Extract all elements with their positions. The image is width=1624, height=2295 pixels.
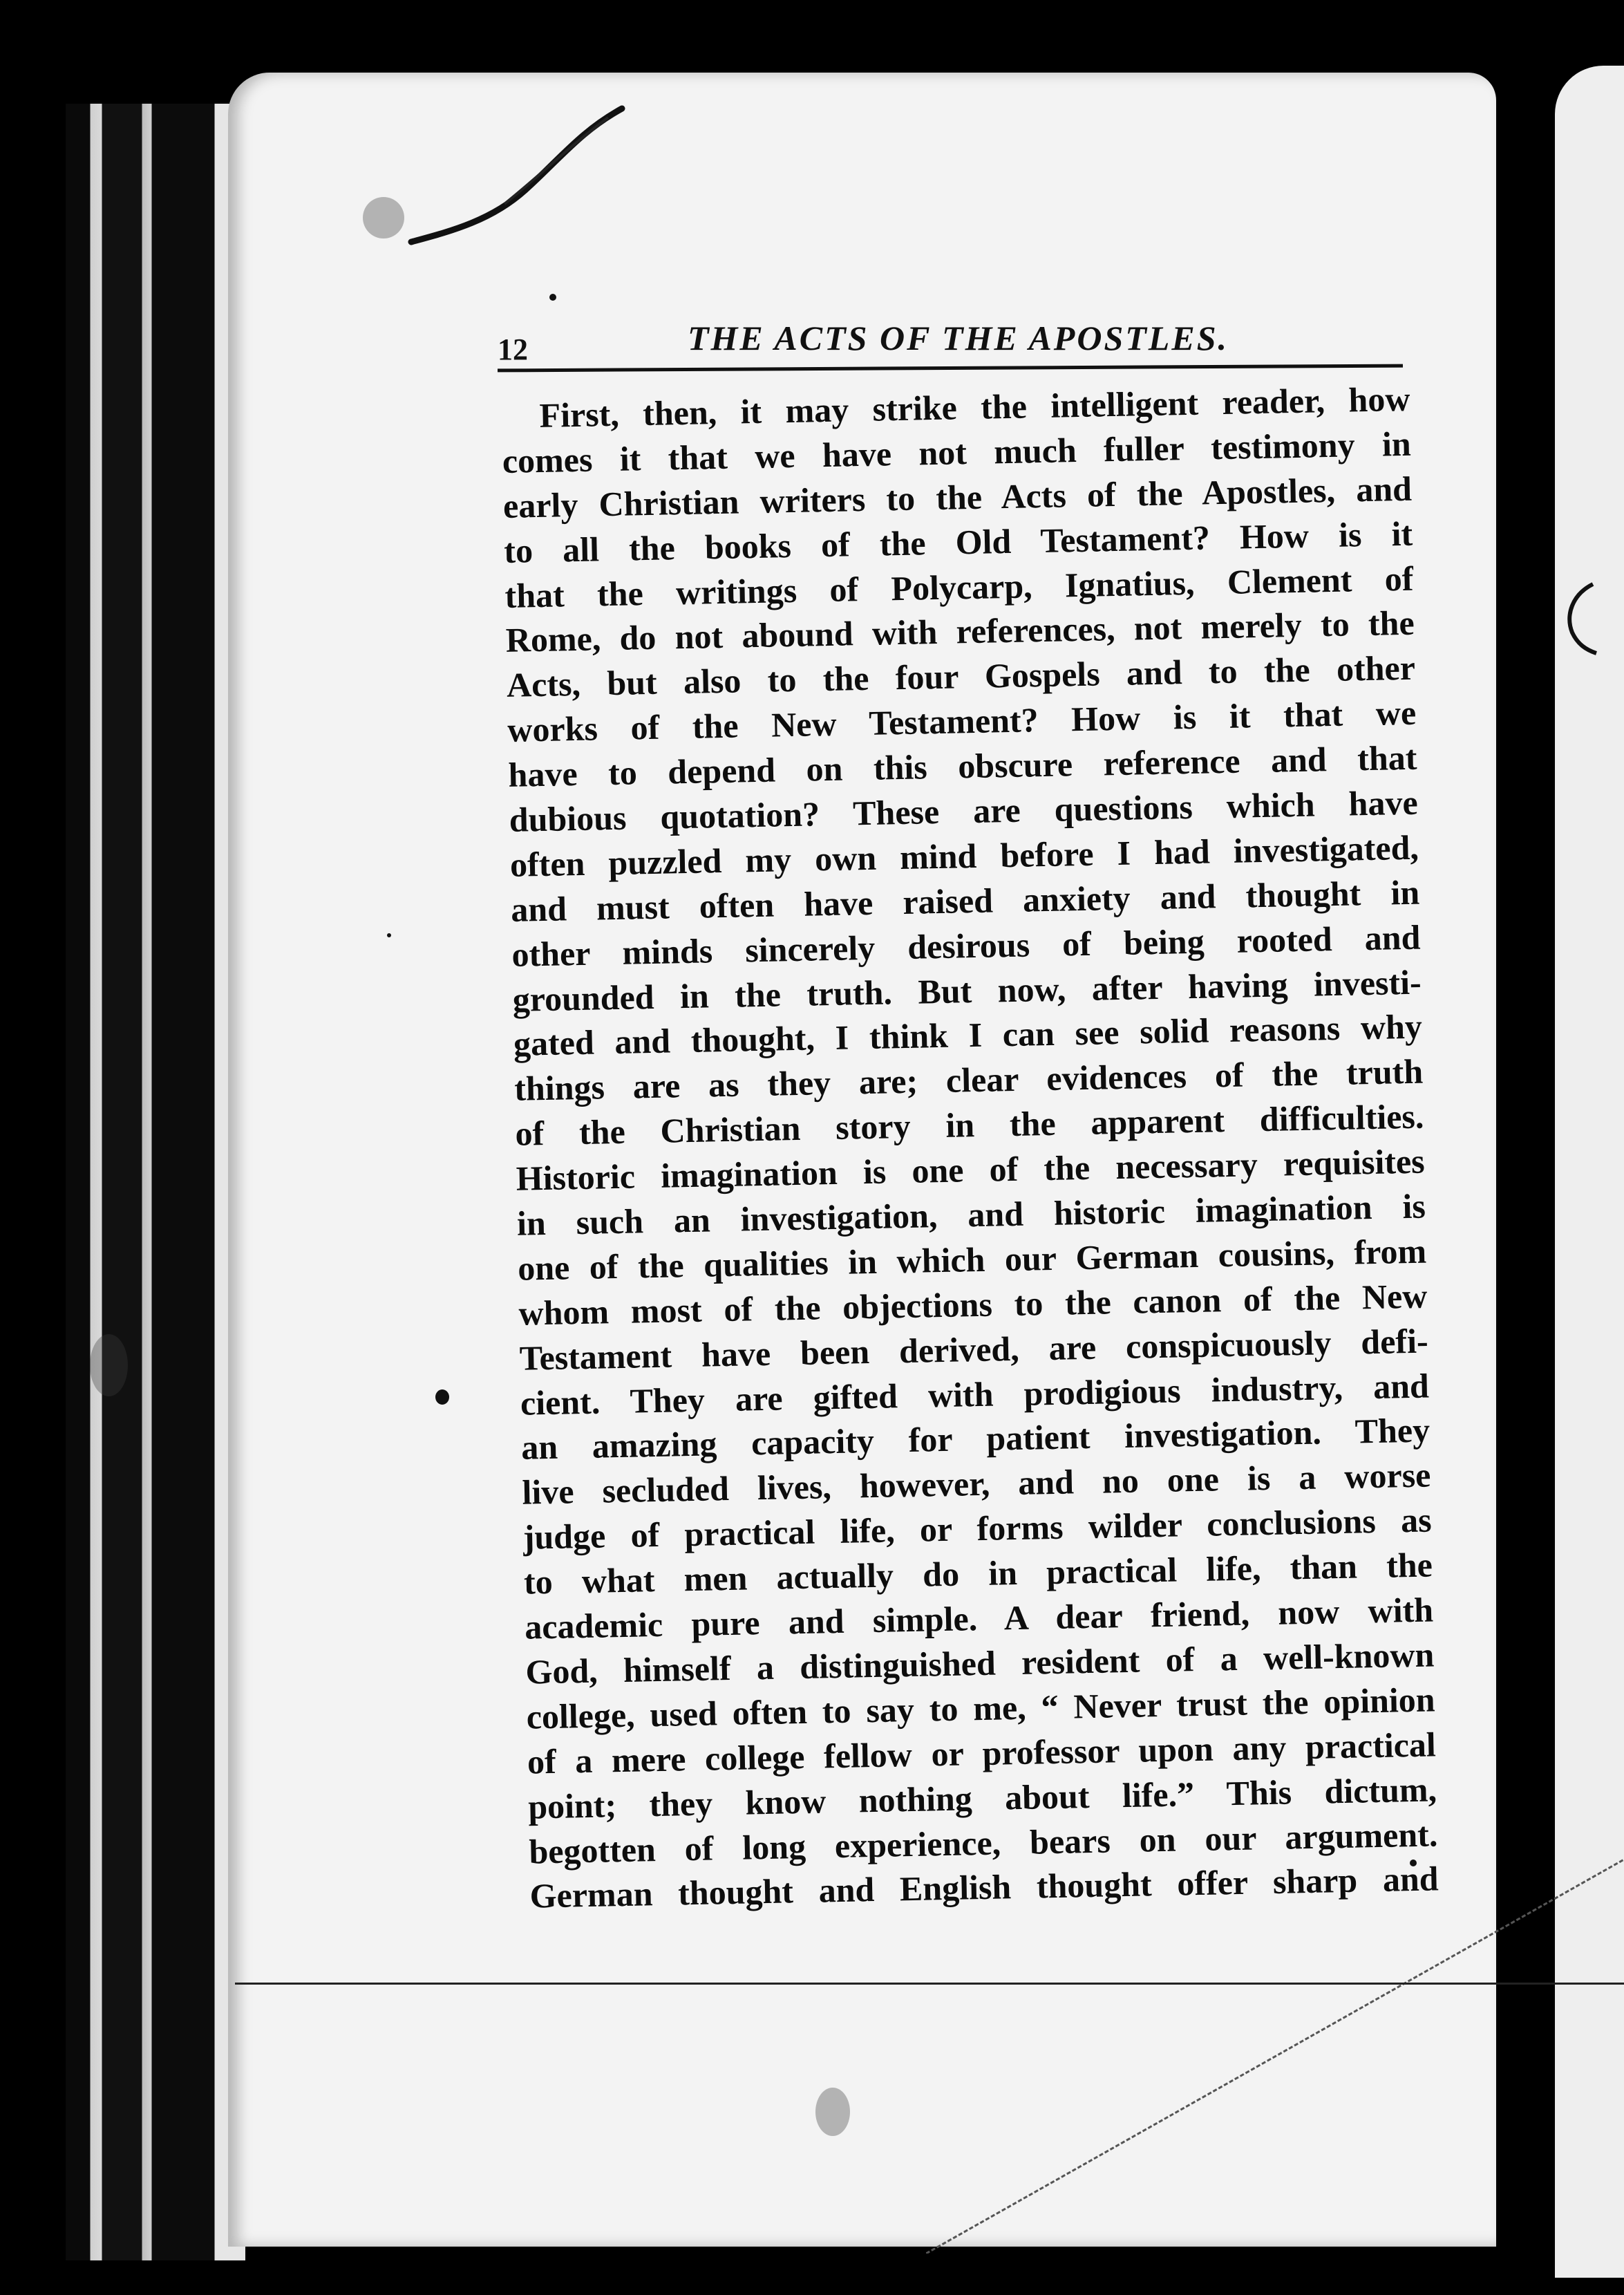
scan-bottom-line	[235, 1983, 1624, 1985]
text-line: dubious quotation? These are questions which have	[509, 783, 1419, 839]
text-line: things are as they are; clear evidences of the truth	[513, 1051, 1424, 1109]
ink-smudge	[363, 197, 404, 238]
text-line: Testament have been derived, are conspicuously defi-	[519, 1321, 1429, 1378]
text-line: of a mere college fellow or professor upon any practical	[527, 1725, 1437, 1781]
running-title: THE ACTS OF THE APOSTLES.	[688, 319, 1229, 357]
text-line: works of the New Testament? How is it that we	[507, 693, 1417, 750]
ink-speck	[435, 1389, 449, 1405]
text-line: First, then, it may strike the intelligent reader, how	[539, 379, 1410, 435]
text-line: of the Christian story in the apparent difficulties.	[515, 1096, 1424, 1154]
page-number: 12	[498, 332, 528, 366]
text-line: other minds sincerely desirous of being rooted and	[511, 917, 1421, 974]
text-line: gated and thought, I think I can see solid reasons why	[513, 1007, 1423, 1064]
text-line: college, used often to say to me, “ Never trust the opinion	[526, 1680, 1436, 1736]
ink-smudge	[815, 2088, 850, 2136]
text-line: Historic imagination is one of the necessary requisites	[516, 1141, 1426, 1198]
text-line: Acts, but also to the four Gospels and to the other	[506, 648, 1416, 705]
text-line: God, himself a distinguished resident of a well-known	[525, 1635, 1435, 1692]
body-text	[501, 376, 1456, 1919]
text-line: an amazing capacity for patient investigation. They	[520, 1410, 1431, 1468]
text-line: to all the books of the Old Testament? How is it	[503, 514, 1413, 570]
text-line: often puzzled my own mind before I had investigated,	[509, 827, 1419, 884]
page-edge-stack	[66, 104, 245, 2260]
text-line: in such an investigation, and historic imagination is	[516, 1186, 1426, 1243]
text-line: whom most of the objections to the canon of the New	[518, 1276, 1428, 1333]
text-line: Rome, do not abound with references, not merely to the	[505, 603, 1415, 660]
text-line: one of the qualities in which our German cousins, from	[517, 1231, 1427, 1288]
text-line: to what men actually do in practical life, than the	[523, 1545, 1433, 1602]
text-line: have to depend on this obscure reference and that	[508, 738, 1417, 795]
text-line: cient. They are gifted with prodigious industry, and	[520, 1366, 1430, 1423]
text-line: live secluded lives, however, and no one is a worse	[521, 1455, 1431, 1512]
text-line: point; they know nothing about life.” This dictum,	[527, 1769, 1437, 1826]
ink-speck	[387, 933, 391, 937]
text-line: grounded in the truth. But now, after having investi-	[512, 962, 1422, 1019]
text-line: that the writings of Polycarp, Ignatius, Clement of	[504, 559, 1414, 615]
text-line: begotten of long experience, bears on our argument.	[528, 1814, 1438, 1871]
pencil-bracket-mark	[1558, 581, 1600, 657]
text-line: comes it that we have not much fuller testimony in	[502, 424, 1412, 480]
pencil-stroke-mark	[408, 100, 629, 252]
text-line: and must often have raised anxiety and thought in	[510, 872, 1420, 929]
ink-speck	[549, 294, 556, 301]
ink-smudge	[90, 1334, 128, 1396]
text-line: German thought and English thought offer sharp and	[529, 1859, 1439, 1915]
text-line: academic pure and simple. A dear friend, now with	[524, 1590, 1434, 1647]
text-line: early Christian writers to the Acts of the Apostles, and	[502, 469, 1413, 525]
text-line: judge of practical life, or forms wilder conclusions as	[522, 1500, 1433, 1557]
